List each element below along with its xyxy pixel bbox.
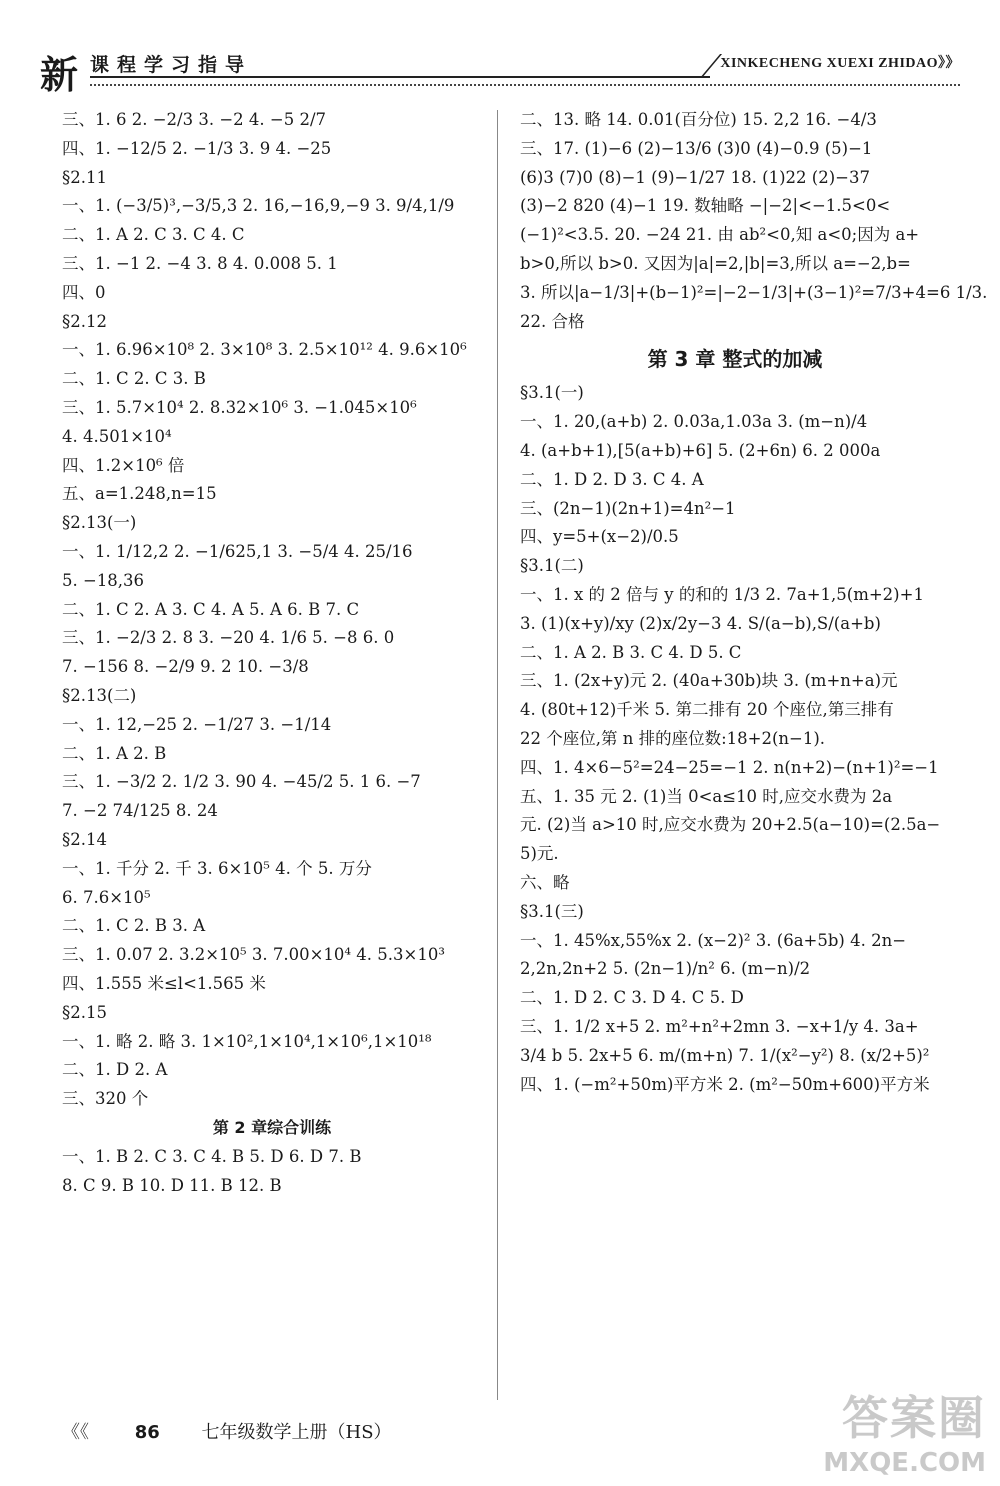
answer-line: §2.13(一): [62, 513, 137, 533]
answer-line: 一、1. B 2. C 3. C 4. B 5. D 6. D 7. B: [62, 1147, 362, 1167]
answer-line: 五、a=1.248,n=15: [62, 484, 217, 504]
answer-line: b>0,所以 b>0. 又因为|a|=2,|b|=3,所以 a=−2,b=: [520, 253, 911, 273]
answer-line: 四、y=5+(x−2)/0.5: [520, 527, 679, 547]
header-slash: [676, 54, 722, 78]
answer-line: 4. (80t+12)千米 5. 第二排有 20 个座位,第三排有: [520, 700, 894, 720]
chapter-2-review-heading: 第 2 章综合训练: [212, 1117, 332, 1137]
answer-line: 一、1. 45%x,55%x 2. (x−2)² 3. (6a+5b) 4. 2n−: [520, 930, 907, 950]
answer-line: 2,2n,2n+2 5. (2n−1)/n² 6. (m−n)/2: [520, 959, 811, 979]
answer-line: 二、1. C 2. B 3. A: [62, 916, 206, 936]
header-pinyin: XINKECHENG XUEXI ZHIDAO》》: [720, 56, 960, 71]
answer-line: 四、1.2×10⁶ 倍: [62, 455, 185, 475]
chapter-3-heading: 第 3 章 整式的加减: [647, 347, 823, 372]
answer-line: 二、1. A 2. C 3. C 4. C: [62, 225, 245, 245]
answer-line: 6. 7.6×10⁵: [62, 887, 151, 907]
answer-line: 8. C 9. B 10. D 11. B 12. B: [62, 1175, 282, 1195]
answer-line: 一、1. 千分 2. 千 3. 6×10⁵ 4. 个 5. 万分: [62, 858, 372, 878]
answer-line: 三、1. 5.7×10⁴ 2. 8.32×10⁶ 3. −1.045×10⁶: [62, 397, 417, 417]
answer-line: 四、1. (−m²+50m)平方米 2. (m²−50m+600)平方米: [520, 1074, 930, 1094]
answer-line: 22 个座位,第 n 排的座位数:18+2(n−1).: [520, 728, 826, 748]
page-footer: [62, 1418, 662, 1444]
answer-line: (6)3 (7)0 (8)−1 (9)−1/27 18. (1)22 (2)−37: [520, 167, 870, 187]
page-header: [40, 40, 960, 97]
answer-line: 三、1. 1/2 x+5 2. m²+n²+2mn 3. −x+1/y 4. 3a+: [520, 1016, 919, 1036]
answer-line: 元. (2)当 a>10 时,应交水费为 20+2.5(a−10)=(2.5a−: [520, 815, 941, 835]
book-title: 七年级数学上册（HS）: [201, 1422, 392, 1443]
answer-line: 一、1. 12,−25 2. −1/27 3. −1/14: [62, 714, 332, 734]
answer-line: 5)元.: [520, 844, 559, 864]
answer-line: 4. (a+b+1),[5(a+b)+6] 5. (2+6n) 6. 2 000a: [520, 440, 881, 460]
answer-line: (−1)²<3.5. 20. −24 21. 由 ab²<0,知 a<0;因为 a+: [520, 225, 920, 245]
left-column: [62, 110, 482, 1205]
answer-line: 三、(2n−1)(2n+1)=4n²−1: [520, 498, 736, 518]
answer-line: 22. 合格: [520, 311, 585, 331]
answer-line: 三、1. 0.07 2. 3.2×10⁵ 3. 7.00×10⁴ 4. 5.3×10³: [62, 945, 445, 965]
answer-line: 5. −18,36: [62, 570, 145, 590]
answer-line: 二、1. D 2. C 3. D 4. C 5. D: [520, 988, 744, 1008]
right-column: [520, 110, 988, 1103]
answer-line: §3.1(一): [520, 383, 584, 403]
answer-line: §3.1(三): [520, 901, 584, 921]
answer-line: §2.14: [62, 829, 107, 849]
footer-arrows-icon: 《《: [62, 1422, 89, 1443]
watermark-logo: [823, 1382, 986, 1478]
answer-line: 四、1. −12/5 2. −1/3 3. 9 4. −25: [62, 138, 332, 158]
answer-line: 四、0: [62, 282, 106, 302]
page-number: 86: [134, 1422, 160, 1443]
answer-line: (3)−2 820 (4)−1 19. 数轴略 −|−2|<−1.5<0<: [520, 196, 891, 216]
answer-line: 二、1. D 2. A: [62, 1060, 168, 1080]
answer-line: 三、1. −2/3 2. 8 3. −20 4. 1/6 5. −8 6. 0: [62, 628, 395, 648]
answer-line: 3. 所以|a−1/3|+(b−1)²=|−2−1/3|+(3−1)²=7/3+4=6 1/3.: [520, 282, 988, 302]
answer-line: 三、1. −1 2. −4 3. 8 4. 0.008 5. 1: [62, 253, 338, 273]
column-divider: [497, 110, 498, 1400]
answer-line: 二、1. C 2. A 3. C 4. A 5. A 6. B 7. C: [62, 599, 360, 619]
answer-line: 三、1. 6 2. −2/3 3. −2 4. −5 2/7: [62, 110, 327, 129]
answer-line: 一、1. x 的 2 倍与 y 的和的 1/3 2. 7a+1,5(m+2)+1: [520, 584, 924, 604]
answer-line: 一、1. 略 2. 略 3. 1×10²,1×10⁴,1×10⁶,1×10¹⁸: [62, 1031, 432, 1051]
answer-line: 三、1. (2x+y)元 2. (40a+30b)块 3. (m+n+a)元: [520, 671, 898, 691]
answer-line: 3. (1)(x+y)/xy (2)x/2y−3 4. S/(a−b),S/(a+b): [520, 613, 881, 633]
answer-line: 3/4 b 5. 2x+5 6. m/(m+n) 7. 1/(x²−y²) 8. (x/2+5)²: [520, 1045, 930, 1065]
answer-line: 7. −2 74/125 8. 24: [62, 801, 218, 821]
header-dotted-rule: [90, 84, 960, 86]
answer-line: 六、略: [520, 872, 570, 892]
answer-line: 二、1. C 2. C 3. B: [62, 369, 206, 389]
answer-line: 五、1. 35 元 2. (1)当 0<a≤10 时,应交水费为 2a: [520, 786, 893, 806]
answer-line: §2.15: [62, 1002, 107, 1022]
answer-line: 二、1. A 2. B: [62, 743, 167, 763]
answer-line: 7. −156 8. −2/9 9. 2 10. −3/8: [62, 657, 309, 677]
answer-line: 4. 4.501×10⁴: [62, 426, 172, 446]
answer-line: 二、1. D 2. D 3. C 4. A: [520, 469, 704, 489]
header-title: 课程学习指导: [90, 54, 253, 76]
answer-line: 一、1. (−3/5)³,−3/5,3 2. 16,−16,9,−9 3. 9/4,1/9: [62, 196, 455, 216]
answer-line: 四、1. 4×6−5²=24−25=−1 2. n(n+2)−(n+1)²=−1: [520, 757, 939, 777]
answer-line: 三、17. (1)−6 (2)−13/6 (3)0 (4)−0.9 (5)−1: [520, 138, 873, 158]
answer-line: §3.1(二): [520, 556, 584, 576]
answer-line: 三、1. −3/2 2. 1/2 3. 90 4. −45/2 5. 1 6. −7: [62, 772, 421, 792]
watermark-bottom: MXQE.COM: [823, 1448, 986, 1478]
answer-line: 三、320 个: [62, 1089, 149, 1109]
answer-line: 二、1. A 2. B 3. C 4. D 5. C: [520, 642, 742, 662]
answer-line: §2.13(二): [62, 685, 137, 705]
watermark-top: 答案圈: [842, 1391, 986, 1445]
answer-line: 一、1. 1/12,2 2. −1/625,1 3. −5/4 4. 25/16: [62, 541, 413, 561]
answer-line: §2.12: [62, 311, 107, 331]
header-rule: [90, 76, 710, 78]
answer-line: 四、1.555 米≤l<1.565 米: [62, 973, 266, 993]
header-logo: 新: [40, 53, 79, 97]
answer-line: §2.11: [62, 167, 107, 187]
answer-line: 一、1. 6.96×10⁸ 2. 3×10⁸ 3. 2.5×10¹² 4. 9.6×10⁶: [62, 340, 467, 360]
answer-line: 二、13. 略 14. 0.01(百分位) 15. 2,2 16. −4/3: [520, 110, 877, 129]
answer-line: 一、1. 20,(a+b) 2. 0.03a,1.03a 3. (m−n)/4: [520, 412, 868, 432]
